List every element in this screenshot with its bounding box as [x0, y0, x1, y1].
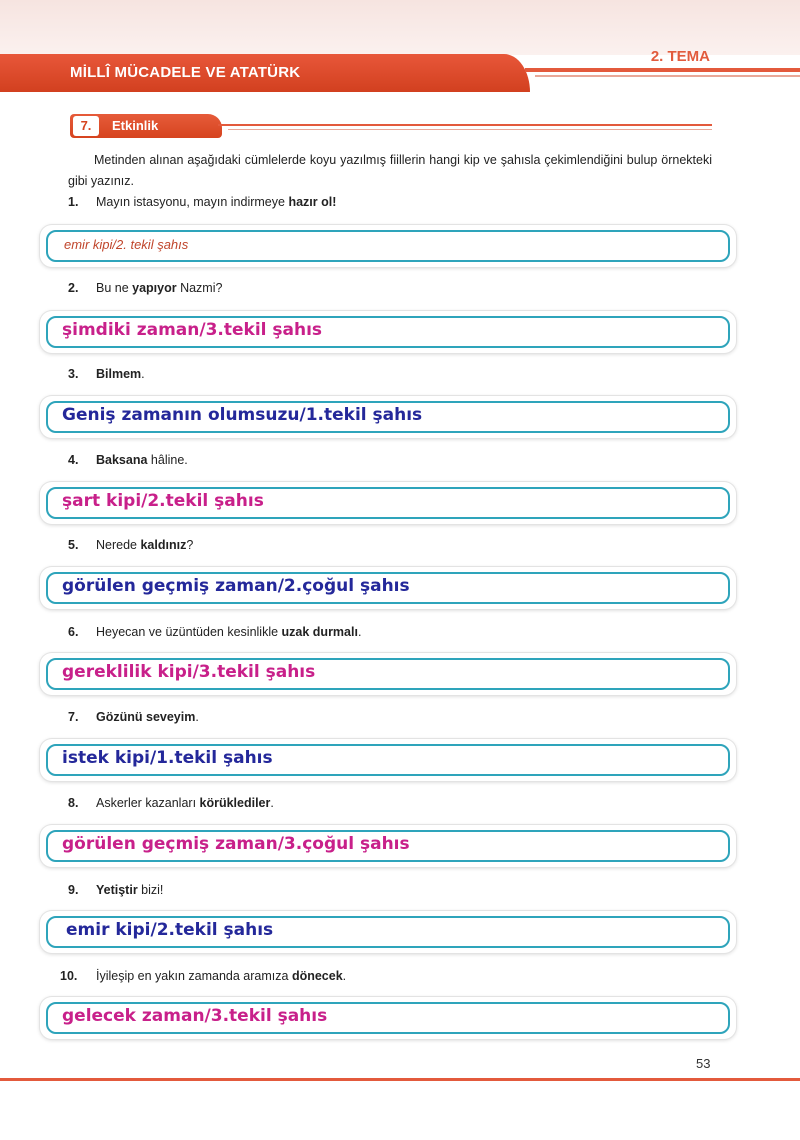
page-number: 53 [696, 1056, 711, 1071]
question-5: 5. Nerede kaldınız? [68, 538, 194, 552]
question-7: 7. Gözünü seveyim. [68, 710, 199, 724]
top-band [0, 0, 800, 55]
answer-box-7[interactable] [40, 739, 736, 781]
section-title: MİLLÎ MÜCADELE VE ATATÜRK [70, 64, 301, 81]
activity-number: 7. [73, 116, 99, 136]
answer-1: emir kipi/2. tekil şahıs [64, 237, 189, 252]
question-6: 6. Heyecan ve üzüntüden kesinlikle uzak durmalı. [68, 625, 362, 639]
answer-box-5[interactable] [40, 567, 736, 609]
answer-3: Geniş zamanın olumsuzu/1.tekil şahıs [62, 405, 423, 425]
answer-6: gereklilik kipi/3.tekil şahıs [62, 662, 316, 682]
footer-divider [0, 1078, 800, 1081]
activity-label: Etkinlik [112, 118, 159, 133]
answer-box-8[interactable] [40, 825, 736, 867]
answer-box-6[interactable] [40, 653, 736, 695]
instructions: Metinden alınan aşağıdaki cümlelerde koyu yazılmış fiillerin hangi kip ve şahısla çekimlendiğini bulup örnekteki gibi yazınız. [68, 153, 712, 188]
question-3: 3. Bilmem. [68, 367, 145, 381]
answer-10: gelecek zaman/3.tekil şahıs [62, 1006, 328, 1026]
answer-box-3[interactable] [40, 396, 736, 438]
answer-8: görülen geçmiş zaman/3.çoğul şahıs [62, 834, 410, 854]
activity-divider-thin [228, 129, 712, 130]
answer-box-10[interactable] [40, 997, 736, 1039]
answer-2: şimdiki zaman/3.tekil şahıs [62, 320, 323, 340]
question-8: 8. Askerler kazanları körüklediler. [68, 796, 274, 810]
question-4: 4. Baksana hâline. [68, 453, 188, 467]
theme-divider-thin [535, 75, 800, 77]
activity-divider [218, 124, 712, 126]
theme-divider [525, 68, 800, 72]
question-1: 1. Mayın istasyonu, mayın indirmeye hazır ol! [68, 195, 337, 209]
answer-7: istek kipi/1.tekil şahıs [62, 748, 273, 768]
question-10: 10. İyileşip en yakın zamanda aramıza dönecek. [60, 969, 347, 983]
question-9: 9. Yetiştir bizi! [68, 883, 164, 897]
answer-4: şart kipi/2.tekil şahıs [62, 491, 264, 511]
answer-box-9[interactable] [40, 911, 736, 953]
answer-box-1[interactable] [40, 225, 736, 267]
theme-label: 2. TEMA [650, 48, 710, 65]
question-2: 2. Bu ne yapıyor Nazmi? [68, 281, 223, 295]
answer-box-4[interactable] [40, 482, 736, 524]
answer-5: görülen geçmiş zaman/2.çoğul şahıs [62, 576, 410, 596]
answer-9: emir kipi/2.tekil şahıs [66, 920, 274, 940]
answer-box-2[interactable] [40, 311, 736, 353]
